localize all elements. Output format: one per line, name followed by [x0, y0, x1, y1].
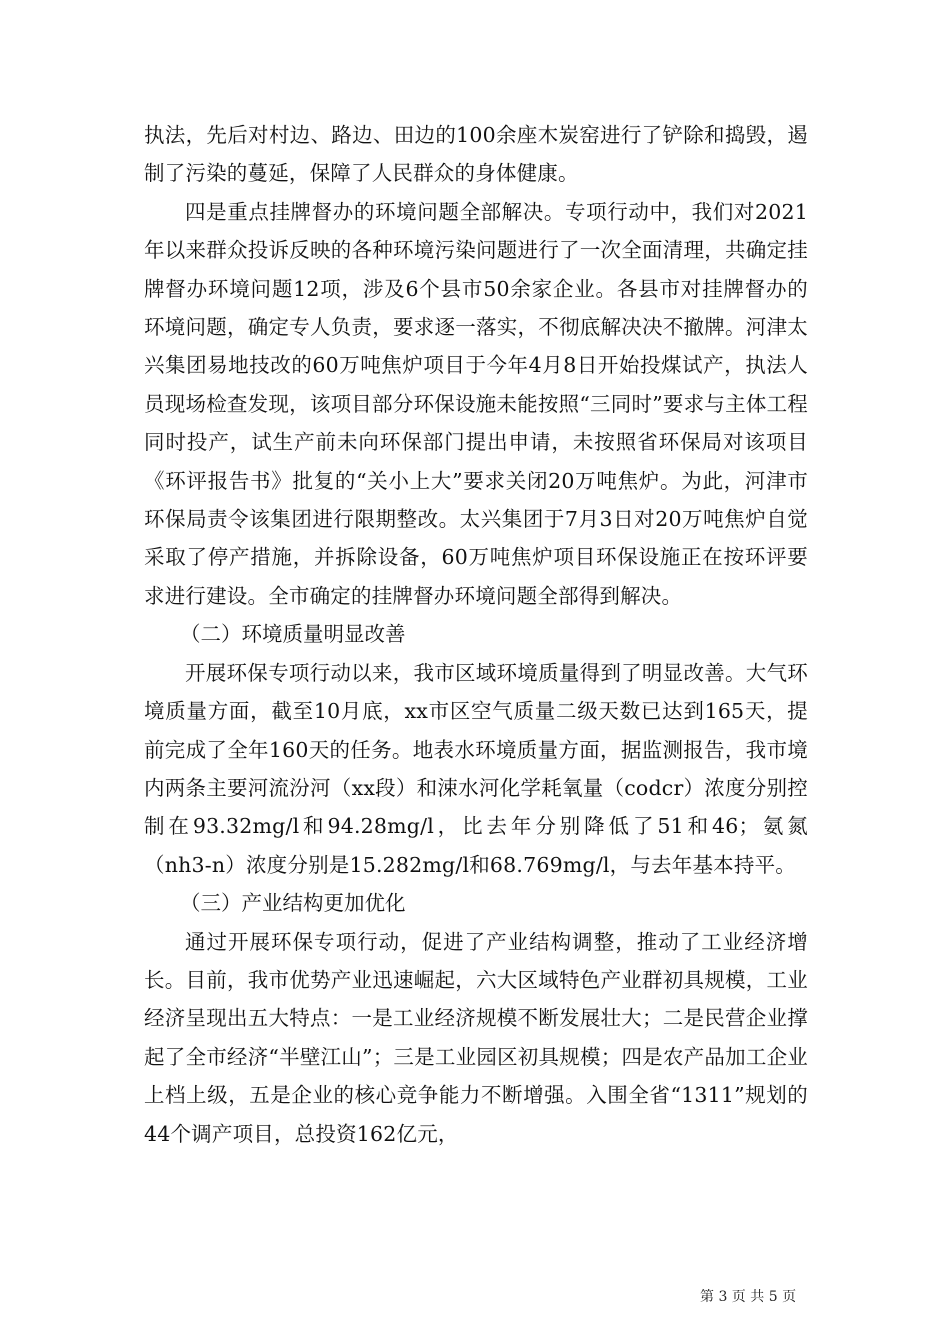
paragraph-listed-supervision: 四是重点挂牌督办的环境问题全部解决。专项行动中，我们对2021年以来群众投诉反映的各种环境污染问题进行了一次全面清理，共确定挂牌督办环境问题12项，涉及6个县市50余家企业。各县市对挂牌督办的环境问题，确定专人负责，要求逐一落实，不彻底解决决不撤牌。河津太兴集团易地技改的60万吨焦炉项目于今年4月8日开始投煤试产，执法人员现场检查发现，该项目部分环保设施未能按照“三同时”要求与主体工程同时投产，试生产前未向环保部门提出申请，未按照省环保局对该项目《环评报告书》批复的“关小上大”要求关闭20万吨焦炉。为此，河津市环保局责令该集团进行限期整改。太兴集团于7月3日对20万吨焦炉自觉采取了停产措施，并拆除设备，60万吨焦炉项目环保设施正在按环评要求进行建设。全市确定的挂牌督办环境问题全部得到解决。	[144, 199, 808, 608]
paragraph-industrial-structure: 通过开展环保专项行动，促进了产业结构调整，推动了工业经济增长。目前，我市优势产业迅速崛起，六大区域特色产业群初具规模，工业经济呈现出五大特点：一是工业经济规模不断发展壮大；二是民营企业撑起了全市经济“半壁江山”；三是工业园区初具规模；四是农产品加工企业上档上级，五是企业的核心竞争能力不断增强。入围全省“1311”规划的44个调产项目，总投资162亿元，	[144, 929, 808, 1146]
section-heading-industrial-structure: （三）产业结构更加优化	[180, 891, 406, 916]
body-text	[144, 116, 808, 1153]
paragraph-environment-quality: 开展环保专项行动以来，我市区域环境质量得到了明显改善。大气环境质量方面，截至10月底，xx市区空气质量二级天数已达到165天，提前完成了全年160天的任务。地表水环境质量方面，据监测报告，我市境内两条主要河流汾河（xx段）和涑水河化学耗氧量（codcr）浓度分别控制在93.32mg/l和94.28mg/l，比去年分别降低了51和46；氨氮（nh3-n）浓度分别是15.282mg/l和68.769mg/l，与去年基本持平。	[144, 660, 808, 877]
page-number-footer	[700, 1288, 796, 1306]
page-number-label: 第 3 页 共 5 页	[700, 1289, 797, 1305]
section-heading-environment-quality: （二）环境质量明显改善	[180, 622, 406, 647]
paragraph-continuation: 执法，先后对村边、路边、田边的100余座木炭窑进行了铲除和捣毁，遏制了污染的蔓延，保障了人民群众的身体健康。	[144, 123, 808, 186]
